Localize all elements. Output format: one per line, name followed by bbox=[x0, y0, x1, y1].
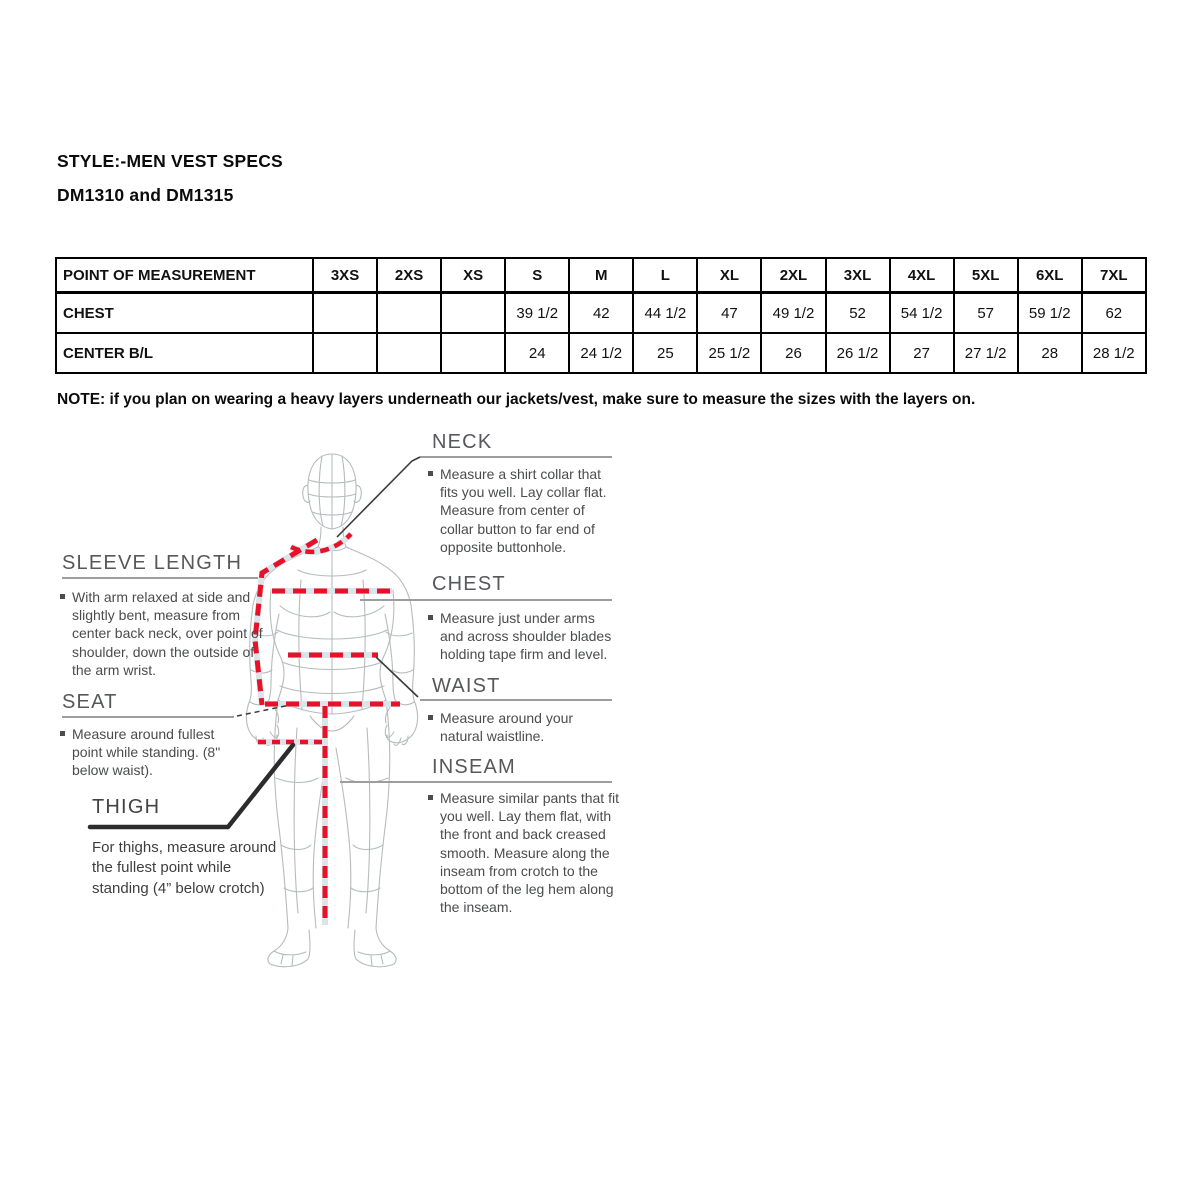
neck-section-description: Measure a shirt collar that fits you well. Lay collar flat. Measure from center of collar button to far end of opposite buttonhole. bbox=[428, 465, 614, 556]
waist-section-description: Measure around your natural waistline. bbox=[428, 709, 608, 745]
cell-centerbl-7xl: 28 1/2 bbox=[1082, 333, 1146, 373]
square-bullet-icon bbox=[60, 594, 65, 599]
column-header-l: L bbox=[633, 258, 697, 293]
table-row-chest bbox=[56, 293, 1146, 334]
cell-chest-4xl: 54 1/2 bbox=[890, 293, 954, 334]
cell-centerbl-2xl: 26 bbox=[761, 333, 825, 373]
column-header-point-of-measurement: POINT OF MEASUREMENT bbox=[56, 258, 313, 293]
square-bullet-icon bbox=[428, 615, 433, 620]
seat-section-title: SEAT bbox=[62, 691, 118, 713]
seat-section-description: Measure around fullest point while standing. (8" below waist). bbox=[60, 725, 236, 780]
cell-centerbl-l: 25 bbox=[633, 333, 697, 373]
column-header-xs: XS bbox=[441, 258, 505, 293]
cell-centerbl-3xl: 26 1/2 bbox=[826, 333, 890, 373]
cell-centerbl-xs bbox=[441, 333, 505, 373]
seat-connector-line bbox=[237, 705, 290, 716]
column-header-4xl: 4XL bbox=[890, 258, 954, 293]
cell-centerbl-3xs bbox=[313, 333, 377, 373]
cell-chest-xl: 47 bbox=[697, 293, 761, 334]
cell-centerbl-s: 24 bbox=[505, 333, 569, 373]
column-header-xl: XL bbox=[697, 258, 761, 293]
column-header-2xs: 2XS bbox=[377, 258, 441, 293]
cell-chest-3xl: 52 bbox=[826, 293, 890, 334]
column-header-m: M bbox=[569, 258, 633, 293]
column-header-7xl: 7XL bbox=[1082, 258, 1146, 293]
cell-chest-5xl: 57 bbox=[954, 293, 1018, 334]
cell-chest-l: 44 1/2 bbox=[633, 293, 697, 334]
row-label-chest: CHEST bbox=[56, 293, 313, 334]
neck-connector-line bbox=[337, 457, 420, 537]
column-header-s: S bbox=[505, 258, 569, 293]
sleeve-length-section-title: SLEEVE LENGTH bbox=[62, 552, 243, 574]
square-bullet-icon bbox=[428, 471, 433, 476]
waist-connector-line bbox=[376, 657, 418, 697]
inseam-section-title: INSEAM bbox=[432, 756, 516, 778]
thigh-section-title: THIGH bbox=[92, 796, 161, 818]
measurement-guide-diagram bbox=[60, 428, 618, 990]
cell-chest-2xl: 49 1/2 bbox=[761, 293, 825, 334]
neck-section-title: NECK bbox=[432, 431, 493, 453]
square-bullet-icon bbox=[60, 731, 65, 736]
size-spec-table bbox=[55, 257, 1147, 374]
cell-centerbl-xl: 25 1/2 bbox=[697, 333, 761, 373]
waist-section-title: WAIST bbox=[432, 675, 501, 697]
inseam-section-description: Measure similar pants that fit you well. Lay them flat, with the front and back creased smooth. Measure along the inseam from crotch to the bottom of the leg hem along the inseam. bbox=[428, 789, 624, 916]
cell-chest-6xl: 59 1/2 bbox=[1018, 293, 1082, 334]
sleeve-length-section-description: With arm relaxed at side and slightly bent, measure from center back neck, over point of shoulder, down the outside of the arm wrist. bbox=[60, 588, 275, 679]
column-header-6xl: 6XL bbox=[1018, 258, 1082, 293]
square-bullet-icon bbox=[428, 795, 433, 800]
cell-centerbl-2xs bbox=[377, 333, 441, 373]
cell-chest-s: 39 1/2 bbox=[505, 293, 569, 334]
thigh-section-description: For thighs, measure around the fullest point while standing (4” below crotch) bbox=[92, 839, 277, 897]
cell-centerbl-4xl: 27 bbox=[890, 333, 954, 373]
table-header-row bbox=[56, 258, 1146, 293]
column-header-3xl: 3XL bbox=[826, 258, 890, 293]
cell-chest-xs bbox=[441, 293, 505, 334]
table-row-center-bl bbox=[56, 333, 1146, 373]
cell-chest-7xl: 62 bbox=[1082, 293, 1146, 334]
column-header-5xl: 5XL bbox=[954, 258, 1018, 293]
column-header-2xl: 2XL bbox=[761, 258, 825, 293]
document-title bbox=[57, 144, 283, 212]
model-numbers-line: DM1310 and DM1315 bbox=[57, 185, 234, 205]
style-title-line: STYLE:-MEN VEST SPECS bbox=[57, 151, 283, 171]
cell-chest-2xs bbox=[377, 293, 441, 334]
cell-centerbl-6xl: 28 bbox=[1018, 333, 1082, 373]
cell-centerbl-m: 24 1/2 bbox=[569, 333, 633, 373]
layers-note: NOTE: if you plan on wearing a heavy layers underneath our jackets/vest, make sure to measure the sizes with the layers on. bbox=[57, 391, 976, 408]
chest-section-title: CHEST bbox=[432, 573, 506, 595]
chest-section-description: Measure just under arms and across shoulder blades holding tape firm and level. bbox=[428, 609, 620, 664]
cell-chest-m: 42 bbox=[569, 293, 633, 334]
cell-chest-3xs bbox=[313, 293, 377, 334]
row-label-center-bl: CENTER B/L bbox=[56, 333, 313, 373]
square-bullet-icon bbox=[428, 715, 433, 720]
column-header-3xs: 3XS bbox=[313, 258, 377, 293]
cell-centerbl-5xl: 27 1/2 bbox=[954, 333, 1018, 373]
